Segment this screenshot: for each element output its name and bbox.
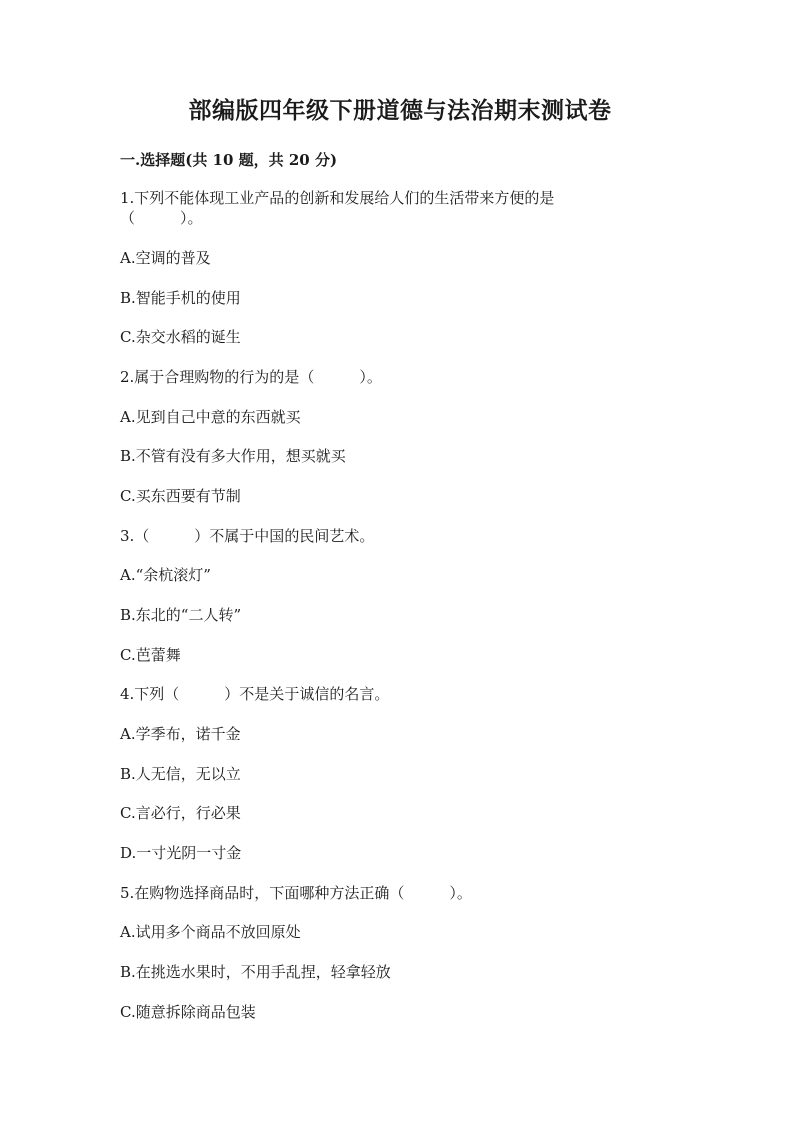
question-2-option-b: B.不管有没有多大作用，想买就买: [120, 447, 346, 465]
question-4-option-b: B.人无信，无以立: [120, 765, 241, 783]
question-1-stem-line-2: （ ）。: [120, 209, 203, 227]
question-5-option-c: C.随意拆除商品包装: [120, 1003, 256, 1021]
question-2-option-a: A.见到自己中意的东西就买: [120, 408, 301, 426]
question-5-stem: 5.在购物选择商品时，下面哪种方法正确（ ）。: [120, 884, 472, 902]
question-4-stem: 4.下列（ ）不是关于诚信的名言。: [120, 685, 390, 703]
question-3-stem: 3.（ ）不属于中国的民间艺术。: [120, 527, 375, 545]
question-4-option-c: C.言必行，行必果: [120, 804, 241, 822]
question-4-option-a: A.学季布，诺千金: [120, 725, 241, 743]
question-3-option-b: B.东北的“二人转”: [120, 606, 242, 624]
question-2-option-c: C.买东西要有节制: [120, 487, 241, 505]
question-3-option-a: A.“余杭滚灯”: [120, 566, 211, 584]
question-1-option-a: A.空调的普及: [120, 249, 211, 267]
question-1-option-b: B.智能手机的使用: [120, 289, 241, 307]
question-2-stem: 2.属于合理购物的行为的是（ ）。: [120, 368, 382, 386]
question-4-option-d: D.一寸光阴一寸金: [120, 844, 242, 862]
question-5-option-b: B.在挑选水果时，不用手乱捏，轻拿轻放: [120, 963, 391, 981]
page-title: 部编版四年级下册道德与法治期末测试卷: [188, 97, 612, 124]
question-5-option-a: A.试用多个商品不放回原处: [120, 923, 301, 941]
question-1-stem-line-1: 1.下列不能体现工业产品的创新和发展给人们的生活带来方便的是: [120, 189, 555, 207]
section-heading: 一.选择题(共 10 题，共 20 分): [120, 151, 338, 169]
question-1-option-c: C.杂交水稻的诞生: [120, 328, 241, 346]
question-3-option-c: C.芭蕾舞: [120, 646, 181, 664]
